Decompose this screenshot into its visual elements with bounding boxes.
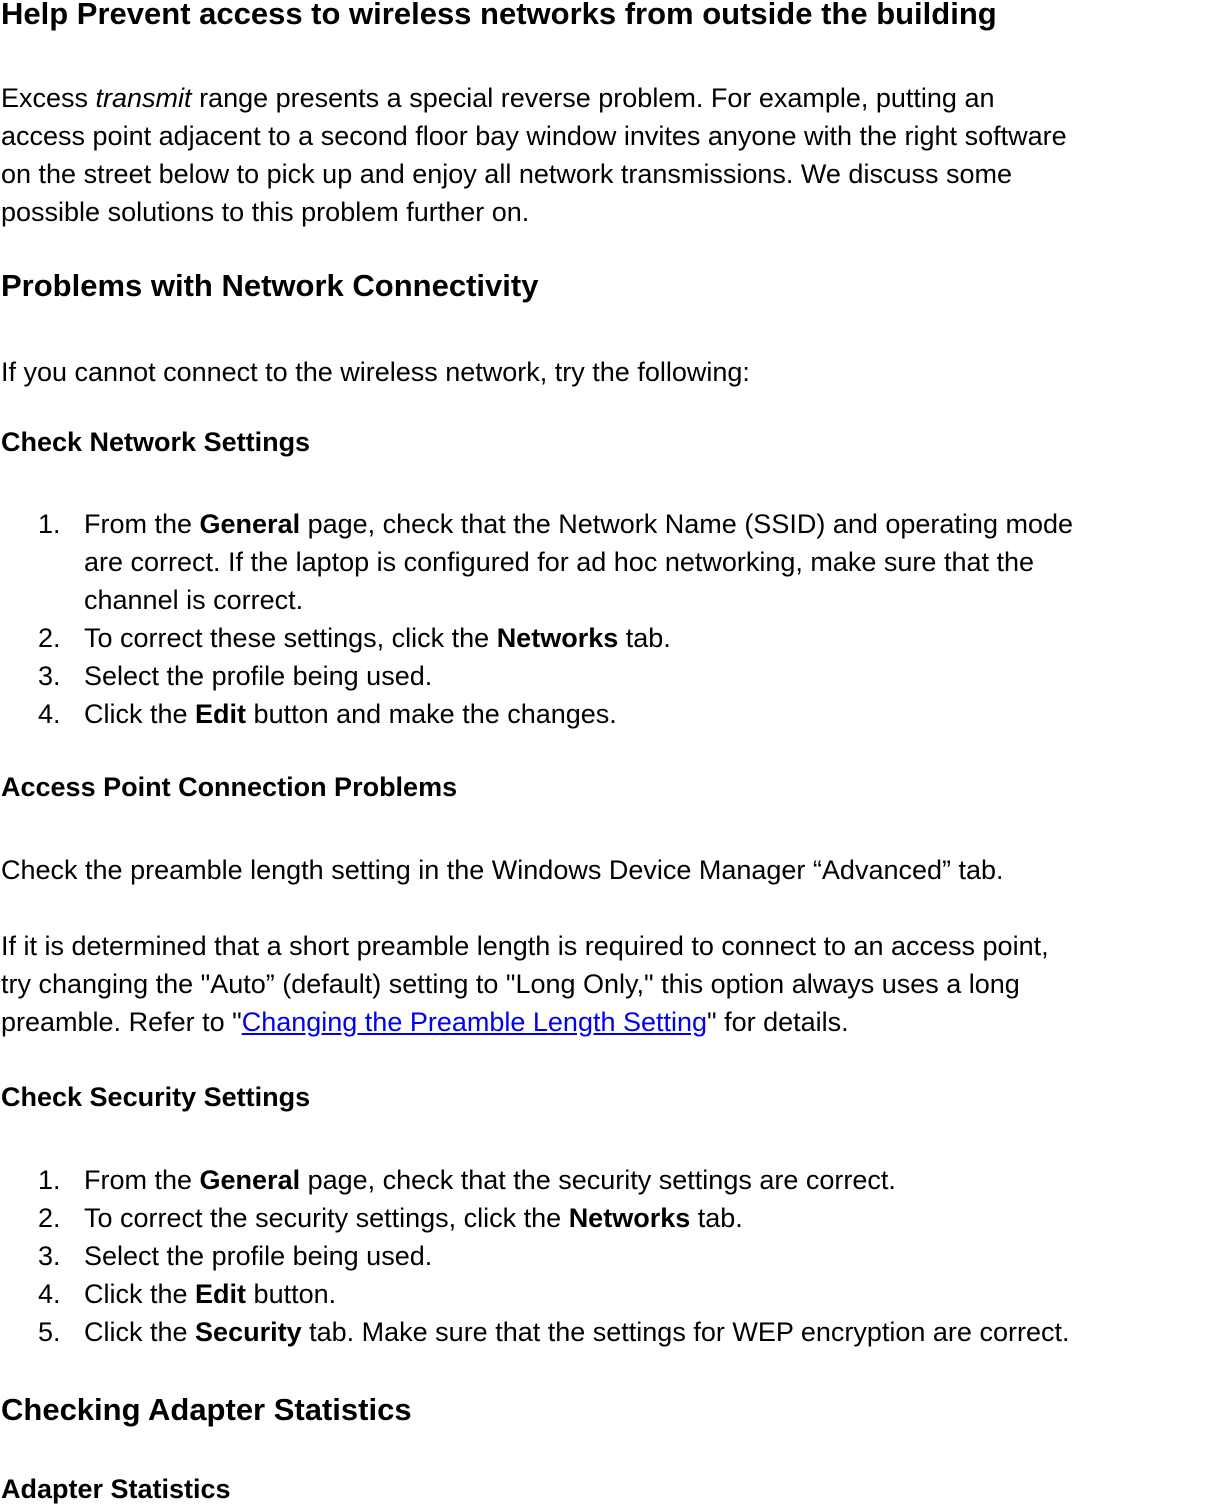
- heading-prevent-access: Help Prevent access to wireless networks from outside the building: [1, 0, 997, 31]
- heading-checking-adapter-statistics: Checking Adapter Statistics: [1, 1392, 412, 1427]
- preamble-setting-link[interactable]: Changing the Preamble Length Setting: [241, 1007, 708, 1037]
- network-step-2: 2. To correct these settings, click the Networks tab.: [38, 623, 671, 653]
- connect-intro: If you cannot connect to the wireless network, try the following:: [1, 357, 750, 387]
- heading-check-network-settings: Check Network Settings: [1, 427, 311, 457]
- network-step-4: 4. Click the Edit button and make the changes.: [38, 699, 617, 729]
- heading-adapter-statistics: Adapter Statistics: [1, 1474, 231, 1504]
- security-step-3: 3. Select the profile being used.: [38, 1241, 433, 1271]
- heading-network-connectivity: Problems with Network Connectivity: [1, 268, 539, 303]
- heading-check-security-settings: Check Security Settings: [1, 1082, 311, 1112]
- preamble-paragraph: If it is determined that a short preamble length is required to connect to an access point, try changing the "Auto” (default) setting to "Long Only," this option always uses a long preamble. Refer to "Changing the Preamble Length Setting" for details.: [1, 931, 1049, 1037]
- network-step-1: 1. From the General page, check that the Network Name (SSID) and operating mode are correct. If the laptop is configured for ad hoc networking, make sure that the channel is correct.: [38, 509, 1073, 615]
- security-step-1: 1. From the General page, check that the security settings are correct.: [38, 1165, 896, 1195]
- security-step-4: 4. Click the Edit button.: [38, 1279, 337, 1309]
- preamble-check-paragraph: Check the preamble length setting in the Windows Device Manager “Advanced” tab.: [1, 855, 1004, 885]
- transmit-emphasis: transmit: [95, 83, 192, 113]
- security-step-5: 5. Click the Security tab. Make sure that the settings for WEP encryption are correct.: [38, 1317, 1070, 1347]
- network-step-3: 3. Select the profile being used.: [38, 661, 433, 691]
- transmit-paragraph: Excess transmit range presents a special reverse problem. For example, putting an access point adjacent to a second floor bay window invites anyone with the right software on the street below to pick up and enjoy all network transmissions. We discuss some possible solutions to this problem further on.: [1, 83, 1067, 227]
- heading-ap-connection-problems: Access Point Connection Problems: [1, 772, 458, 802]
- security-step-2: 2. To correct the security settings, click the Networks tab.: [38, 1203, 743, 1233]
